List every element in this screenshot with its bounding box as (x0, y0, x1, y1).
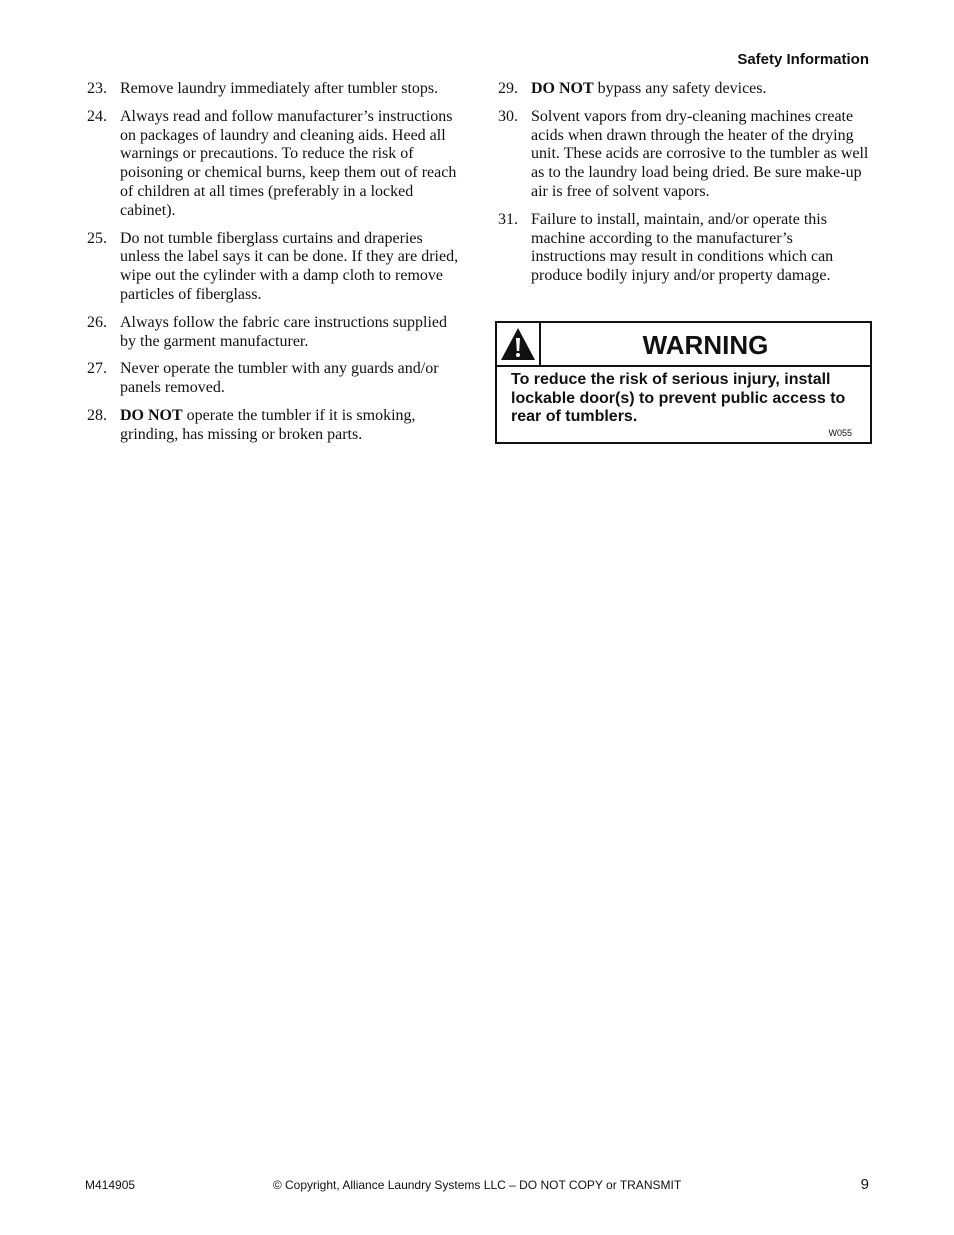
item-text: operate the tumbler if it is smoking, grinding, has missing or broken parts. (120, 406, 416, 443)
item-number: 28. (87, 406, 107, 424)
item-text: Always read and follow manufacturer’s instructions on packages of laundry and cleaning aids. Heed all warnings or precautions. To reduce the risk of poisoning or chemical burns, keep them out of reach of children at all times (preferably in a locked cabinet). (120, 107, 457, 219)
item-number: 23. (87, 80, 107, 97)
list-item (85, 314, 463, 352)
item-text: Solvent vapors from dry-cleaning machines create acids when drawn through the heater of the drying unit. These acids are corrosive to the tumbler as well as to the laundry load being dried. Be sure make-up air is free of solvent vapors. (531, 107, 869, 200)
safety-list-left (85, 80, 463, 445)
page-number: 9 (860, 1176, 869, 1193)
warning-triangle-icon (497, 323, 541, 365)
item-text: Never operate the tumbler with any guards and/or panels removed. (120, 360, 439, 397)
item-number: 27. (87, 360, 107, 378)
item-emphasis: DO NOT (120, 406, 183, 424)
warning-title: WARNING (642, 330, 769, 360)
list-item (85, 360, 463, 398)
warning-box (495, 321, 872, 444)
warning-message: To reduce the risk of serious injury, install lockable door(s) to prevent public access to rear of tumblers. (511, 371, 846, 426)
item-text: Do not tumble fiberglass curtains and draperies unless the label says it can be done. If they are dried, wipe out the cylinder with a damp cloth to remove particles of fiberglass. (120, 229, 459, 303)
warning-header (497, 323, 870, 367)
list-item (85, 407, 463, 445)
list-item (85, 108, 463, 221)
item-number: 26. (87, 313, 107, 331)
section-title: Safety Information (737, 51, 869, 68)
item-number: 31. (498, 210, 518, 228)
item-text: Remove laundry immediately after tumbler stops. (120, 80, 439, 97)
item-number: 30. (498, 107, 518, 125)
list-item (496, 211, 870, 286)
item-number: 29. (498, 80, 518, 97)
item-number: 24. (87, 107, 107, 125)
item-text: Always follow the fabric care instructions supplied by the garment manufacturer. (120, 313, 448, 350)
left-column (85, 80, 463, 454)
list-item (85, 80, 463, 99)
list-item (496, 80, 870, 99)
item-emphasis: DO NOT (531, 80, 594, 97)
copyright-notice: © Copyright, Alliance Laundry Systems LLC – DO NOT COPY or TRANSMIT (272, 1178, 682, 1192)
right-column (496, 80, 870, 295)
warning-triangle-icon-graphic (500, 327, 536, 361)
item-number: 25. (87, 229, 107, 247)
item-text: Failure to install, maintain, and/or operate this machine according to the manufacturer’s instructions may result in conditions which can produce bodily injury and/or property damage. (531, 210, 834, 285)
warning-code: W055 (828, 428, 852, 438)
list-item (85, 230, 463, 305)
document-number: M414905 (85, 1178, 136, 1192)
item-text: bypass any safety devices. (593, 80, 767, 97)
list-item (496, 108, 870, 202)
safety-list-right (496, 80, 870, 286)
